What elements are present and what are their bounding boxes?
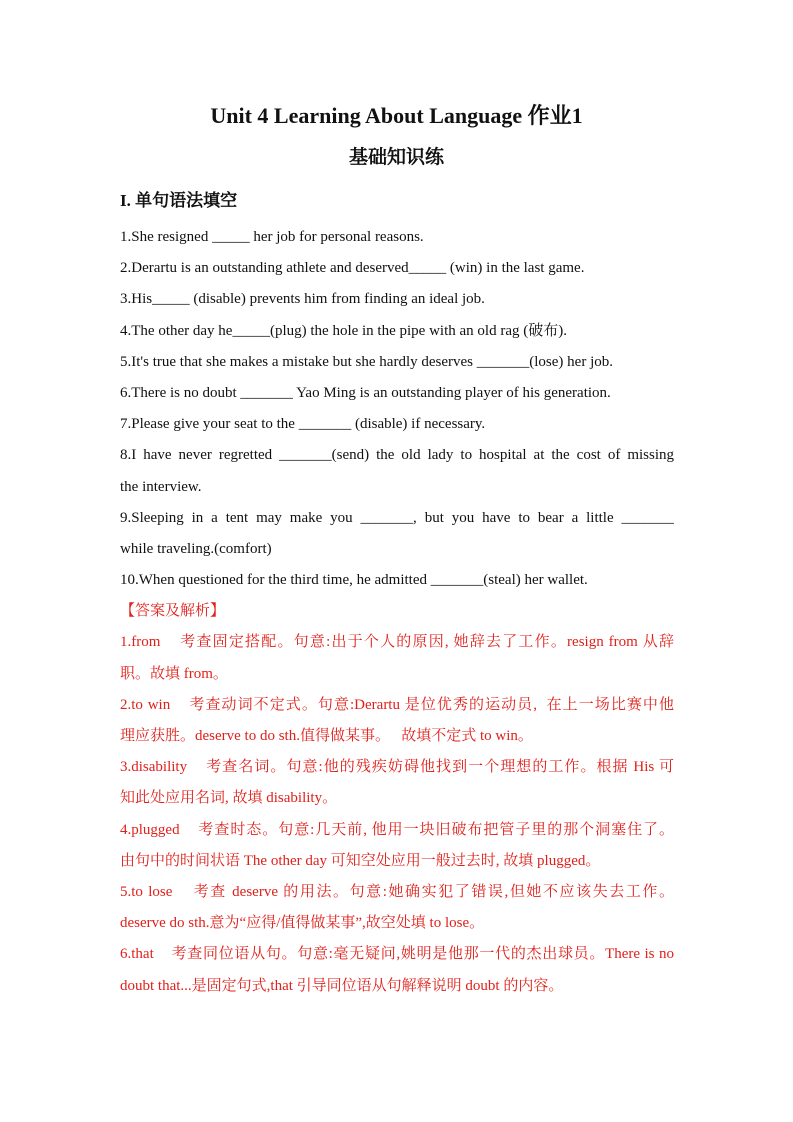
question-line: 10.When questioned for the third time, he admitted _______(steal) her wallet. — [120, 572, 588, 589]
question-line: the interview. — [120, 478, 202, 495]
question-item — [120, 284, 674, 315]
answer-item — [120, 939, 674, 1001]
page-subtitle: 基础知识练 — [348, 147, 444, 168]
answer-item — [120, 627, 674, 689]
answer-line: 5.to lose 考查 deserve 的用法。句意:她确实犯了错误,但她不应该失去工作。 — [120, 883, 674, 900]
answer-item — [120, 815, 674, 877]
question-line: 9.Sleeping in a tent may make you _______, but you have to bear a little _______ — [120, 509, 674, 526]
section-heading: I. 单句语法填空 — [120, 191, 238, 210]
answer-line: 职。故填 from。 — [120, 665, 228, 682]
answer-line: doubt that...是固定句式,that 引导同位语从句解释说明 doubt 的内容。 — [120, 977, 564, 994]
question-line: 2.Derartu is an outstanding athlete and deserved_____ (win) in the last game. — [120, 260, 585, 277]
question-item — [120, 222, 674, 253]
question-item — [120, 316, 674, 347]
page-title: Unit 4 Learning About Language 作业1 — [210, 103, 583, 128]
question-item — [120, 440, 674, 502]
answer-line: 2.to win 考查动词不定式。句意:Derartu 是位优秀的运动员, 在上一场比赛中他 — [120, 696, 674, 713]
answer-line: 1.from 考查固定搭配。句意:出于个人的原因, 她辞去了工作。resign from 从辞 — [120, 634, 674, 651]
question-list — [120, 222, 674, 596]
question-line: while traveling.(comfort) — [120, 540, 272, 557]
question-line: 1.She resigned _____ her job for personal reasons. — [120, 229, 424, 245]
question-line: 5.It's true that she makes a mistake but she hardly deserves _______(lose) her job. — [120, 353, 613, 370]
question-item — [120, 378, 674, 409]
answer-line: 理应获胜。deserve to do sth.值得做某事。 故填不定式 to win。 — [120, 728, 533, 744]
question-line: 6.There is no doubt _______ Yao Ming is an outstanding player of his generation. — [120, 384, 611, 401]
question-line: 8.I have never regretted _______(send) the old lady to hospital at the cost of missing — [120, 447, 674, 464]
answers-heading: 【答案及解析】 — [120, 603, 226, 620]
answer-line: 知此处应用名词, 故填 disability。 — [120, 790, 338, 807]
question-line: 3.His_____ (disable) prevents him from finding an ideal job. — [120, 291, 485, 308]
answer-line: 3.disability 考查名词。句意:他的残疾妨碍他找到一个理想的工作。根据 His 可 — [120, 759, 674, 776]
question-item — [120, 503, 674, 565]
answer-line: deserve do sth.意为“应得/值得做某事”,故空处填 to lose。 — [120, 915, 485, 932]
answer-item — [120, 752, 674, 814]
question-item — [120, 347, 674, 378]
question-line: 4.The other day he_____(plug) the hole in the pipe with an old rag (破布). — [120, 322, 567, 339]
question-item — [120, 253, 674, 284]
answer-item — [120, 877, 674, 939]
question-item — [120, 409, 674, 440]
question-item — [120, 565, 674, 596]
question-line: 7.Please give your seat to the _______ (disable) if necessary. — [120, 416, 486, 433]
document-body — [120, 222, 674, 1002]
answer-list — [120, 627, 674, 1001]
answer-line: 由句中的时间状语 The other day 可知空处应用一般过去时, 故填 plugged。 — [120, 852, 601, 869]
answer-line: 4.plugged 考查时态。句意:几天前, 他用一块旧破布把管子里的那个洞塞住了。 — [120, 821, 674, 838]
answer-item — [120, 690, 674, 752]
answer-line: 6.that 考查同位语从句。句意:毫无疑问,姚明是他那一代的杰出球员。There is no — [120, 946, 674, 963]
